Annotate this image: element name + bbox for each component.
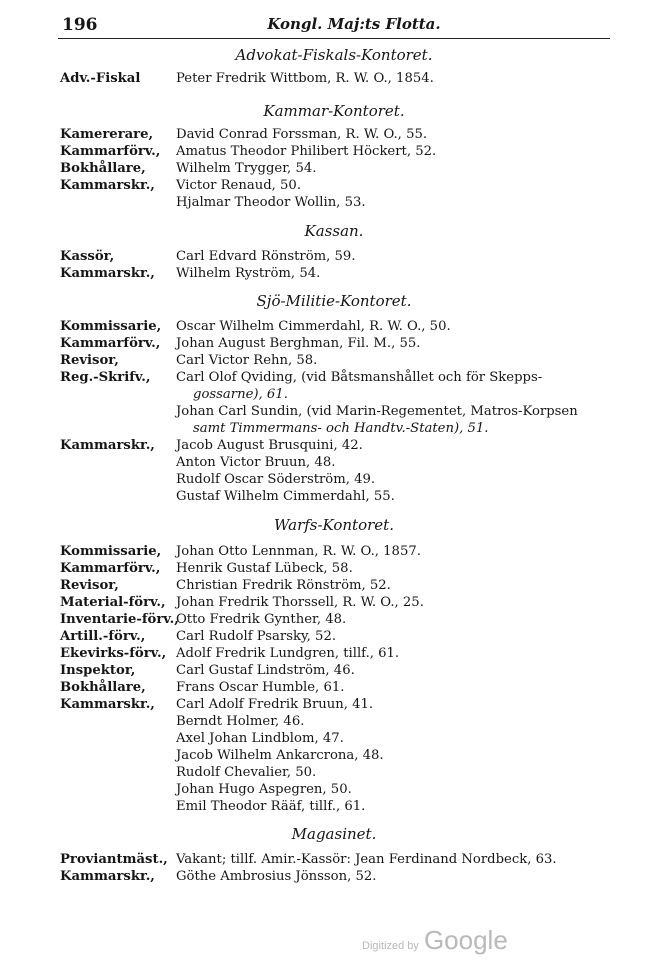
- section-title: Advokat-Fiskals-Kontoret.: [235, 46, 433, 64]
- person-entry: Otto Fredrik Gynther, 48.: [176, 612, 347, 627]
- role-label: Kammarskr.,: [60, 178, 155, 193]
- person-entry: Rudolf Oscar Söderström, 49.: [176, 472, 376, 487]
- person-entry: Carl Rudolf Psarsky, 52.: [176, 629, 337, 644]
- person-entry: Johan Carl Sundin, (vid Marin-Regementet, Matros-Korpsen: [176, 404, 578, 419]
- role-label: Adv.-Fiskal: [60, 71, 141, 86]
- person-entry: Johan August Berghman, Fil. M., 55.: [176, 336, 421, 351]
- person-entry: Gustaf Wilhelm Cimmerdahl, 55.: [176, 489, 395, 504]
- person-entry: Göthe Ambrosius Jönsson, 52.: [176, 869, 377, 884]
- role-label: Proviantmäst.,: [60, 852, 168, 867]
- person-entry: Adolf Fredrik Lundgren, tillf., 61.: [176, 646, 400, 661]
- role-label: Bokhållare,: [60, 161, 146, 176]
- role-label: Kommissarie,: [60, 319, 162, 334]
- page-header: [58, 14, 610, 39]
- role-label: Artill.-förv.,: [60, 629, 146, 644]
- role-label: Revisor,: [60, 578, 119, 593]
- person-entry: David Conrad Forssman, R. W. O., 55.: [176, 127, 428, 142]
- person-entry: Hjalmar Theodor Wollin, 53.: [176, 195, 366, 210]
- person-entry: Peter Fredrik Wittbom, R. W. O., 1854.: [176, 71, 434, 86]
- person-entry: Carl Adolf Fredrik Bruun, 41.: [176, 697, 374, 712]
- role-label: Kamererare,: [60, 127, 154, 142]
- role-label: Kammarskr.,: [60, 438, 155, 453]
- person-entry: Henrik Gustaf Lübeck, 58.: [176, 561, 353, 576]
- page-number: 196: [62, 15, 98, 35]
- person-entry: Berndt Holmer, 46.: [176, 714, 305, 729]
- role-label: Inspektor,: [60, 663, 136, 678]
- role-label: Ekevirks-förv.,: [60, 646, 167, 661]
- entry-continuation: gossarne), 61.: [193, 387, 288, 402]
- person-entry: Johan Hugo Aspegren, 50.: [176, 782, 352, 797]
- person-entry: Jacob Wilhelm Ankarcrona, 48.: [176, 748, 384, 763]
- digitized-watermark: [362, 925, 508, 956]
- role-label: Kammarskr.,: [60, 266, 155, 281]
- entry-continuation: samt Timmermans- och Handtv.-Staten), 51.: [193, 421, 489, 436]
- role-label: Reg.-Skrifv.,: [60, 370, 151, 385]
- section-title: Sjö-Militie-Kontoret.: [256, 292, 412, 310]
- person-entry: Vakant; tillf. Amir.-Kassör: Jean Ferdinand Nordbeck, 63.: [176, 852, 557, 867]
- role-label: Revisor,: [60, 353, 119, 368]
- section-title: Kammar-Kontoret.: [263, 102, 405, 120]
- google-logo: Google: [423, 925, 508, 955]
- person-entry: Emil Theodor Rääf, tillf., 61.: [176, 799, 366, 814]
- person-entry: Carl Victor Rehn, 58.: [176, 353, 318, 368]
- person-entry: Jacob August Brusquini, 42.: [176, 438, 363, 453]
- person-entry: Axel Johan Lindblom, 47.: [176, 731, 344, 746]
- role-label: Bokhållare,: [60, 680, 146, 695]
- section-title: Kassan.: [304, 222, 364, 240]
- role-label: Kammarförv.,: [60, 144, 161, 159]
- person-entry: Carl Edvard Rönström, 59.: [176, 249, 356, 264]
- person-entry: Christian Fredrik Rönström, 52.: [176, 578, 391, 593]
- digitized-by-label: Digitized by: [362, 940, 419, 952]
- person-entry: Frans Oscar Humble, 61.: [176, 680, 345, 695]
- role-label: Kommissarie,: [60, 544, 162, 559]
- person-entry: Amatus Theodor Philibert Höckert, 52.: [176, 144, 437, 159]
- section-title: Magasinet.: [291, 825, 377, 843]
- person-entry: Johan Otto Lennman, R. W. O., 1857.: [176, 544, 421, 559]
- person-entry: Carl Gustaf Lindström, 46.: [176, 663, 355, 678]
- role-label: Kammarförv.,: [60, 336, 161, 351]
- person-entry: Anton Victor Bruun, 48.: [176, 455, 336, 470]
- person-entry: Carl Olof Qviding, (vid Båtsmanshållet och för Skepps-: [176, 370, 543, 385]
- running-title: Kongl. Maj:ts Flotta.: [267, 15, 441, 33]
- role-label: Kammarförv.,: [60, 561, 161, 576]
- role-label: Inventarie-förv.,: [60, 612, 179, 627]
- role-label: Kammarskr.,: [60, 869, 155, 884]
- person-entry: Wilhelm Trygger, 54.: [176, 161, 317, 176]
- person-entry: Oscar Wilhelm Cimmerdahl, R. W. O., 50.: [176, 319, 451, 334]
- person-entry: Rudolf Chevalier, 50.: [176, 765, 317, 780]
- role-label: Kassör,: [60, 249, 115, 264]
- person-entry: Johan Fredrik Thorssell, R. W. O., 25.: [176, 595, 424, 610]
- person-entry: Victor Renaud, 50.: [176, 178, 302, 193]
- role-label: Kammarskr.,: [60, 697, 155, 712]
- role-label: Material-förv.,: [60, 595, 166, 610]
- person-entry: Wilhelm Ryström, 54.: [176, 266, 321, 281]
- section-title: Warfs-Kontoret.: [274, 516, 394, 534]
